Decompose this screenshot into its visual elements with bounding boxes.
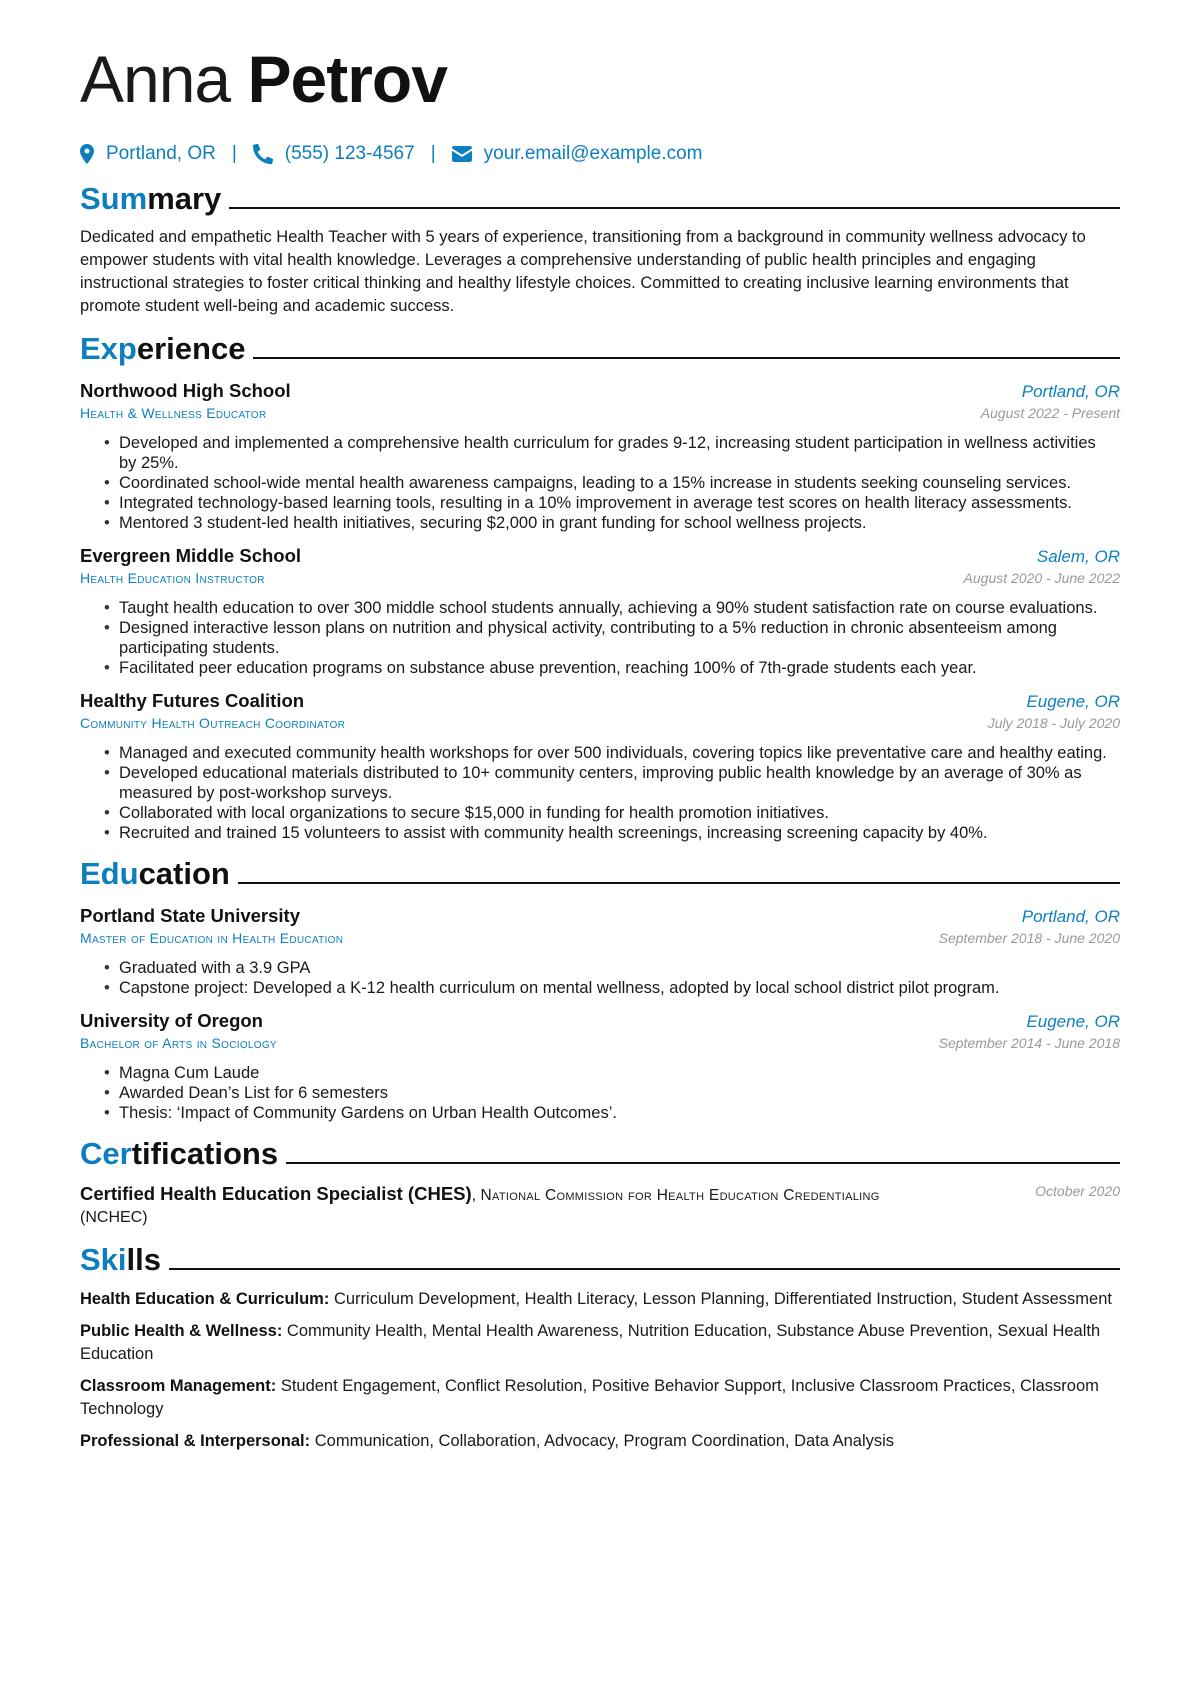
- bullet-list: [80, 958, 1120, 998]
- bullet-item: • Designed interactive lesson plans on nutrition and physical activity, contributing to a 5% reduction in chronic absenteeism among participating students.: [119, 618, 1120, 658]
- bullet-item: • Developed and implemented a comprehensive health curriculum for grades 9-12, increasing student participation in wellness activities by 25%.: [119, 433, 1120, 473]
- certification-issuer: National Commission for Health Education Credentialing: [480, 1187, 880, 1204]
- entry-location: Eugene, OR: [1026, 692, 1120, 711]
- section-rule: [238, 882, 1120, 884]
- bullet-item: • Integrated technology-based learning tools, resulting in a 10% improvement in average test scores on health literacy assessments.: [119, 493, 1120, 513]
- skill-items: Communication, Collaboration, Advocacy, Program Coordination, Data Analysis: [314, 1432, 895, 1450]
- skill-group: [80, 1430, 1120, 1453]
- section-title: [80, 180, 221, 218]
- summary-text: Dedicated and empathetic Health Teacher with 5 years of experience, transitioning from a background in community wellness advocacy to empower students with vital health knowledge. Leverages a comprehensive understanding of public health principles and engaging instructional strategies to foster critical thinking and healthy lifestyle choices. Committed to creating inclusive learning environments that promote student well-being and academic success.: [80, 228, 1086, 315]
- phone-text: (555) 123-4567: [284, 143, 415, 164]
- section-title: [80, 1241, 161, 1279]
- skills-heading: [80, 1237, 1120, 1279]
- envelope-icon: [452, 146, 472, 162]
- entry-location: Portland, OR: [1021, 382, 1120, 401]
- title-rest: tifications: [131, 1136, 279, 1171]
- experience-entry: [80, 545, 1120, 678]
- skill-label: Professional & Interpersonal:: [80, 1432, 311, 1450]
- entry-dates: August 2022 - Present: [980, 405, 1120, 421]
- job-title: Health & Wellness Educator: [80, 405, 267, 421]
- phone-icon: [253, 144, 273, 164]
- title-rest: erience: [136, 331, 246, 366]
- summary-heading: [80, 176, 1120, 218]
- entry-dates: August 2020 - June 2022: [963, 570, 1120, 586]
- bullet-item: • Recruited and trained 15 volunteers to assist with community health screenings, increasing screening capacity by 40%.: [119, 823, 1120, 843]
- location-text: Portland, OR: [106, 143, 216, 164]
- skill-items: Community Health, Mental Health Awareness, Nutrition Education, Substance Abuse Prevention, Sexual Health Education: [80, 1322, 1101, 1363]
- experience-entry: [80, 690, 1120, 843]
- certification-issuer-abbr: (NCHEC): [80, 1209, 148, 1226]
- separator: |: [231, 143, 237, 164]
- bullet-item: • Coordinated school-wide mental health awareness campaigns, leading to a 15% increase in students seeking counseling services.: [119, 473, 1120, 493]
- entry-location: Eugene, OR: [1026, 1012, 1120, 1031]
- title-accent: Sum: [80, 181, 148, 216]
- title-rest: lls: [126, 1242, 161, 1277]
- section-rule: [286, 1162, 1120, 1164]
- certification-entry: [80, 1183, 1120, 1229]
- skill-label: Public Health & Wellness:: [80, 1322, 283, 1340]
- bullet-item: • Mentored 3 student-led health initiatives, securing $2,000 in grant funding for school wellness projects.: [119, 513, 1120, 533]
- job-title: Community Health Outreach Coordinator: [80, 715, 346, 731]
- title-rest: mary: [147, 181, 222, 216]
- entry-location: Salem, OR: [1036, 547, 1120, 566]
- job-title: Health Education Instructor: [80, 570, 265, 586]
- bullet-list: [80, 433, 1120, 533]
- bullet-item: • Managed and executed community health workshops for over 500 individuals, covering topics like preventative care and healthy eating.: [119, 743, 1120, 763]
- bullet-list: [80, 1063, 1120, 1123]
- map-pin-icon: [80, 144, 94, 164]
- bullet-list: [80, 743, 1120, 843]
- bullet-item: • Developed educational materials distributed to 10+ community centers, improving public health knowledge by an average of 30% as measured by post-workshop surveys.: [119, 763, 1120, 803]
- entry-location: Portland, OR: [1021, 907, 1120, 926]
- experience-heading: [80, 326, 1120, 368]
- last-name: Petrov: [247, 42, 447, 116]
- skill-label: Health Education & Curriculum:: [80, 1290, 330, 1308]
- section-title: [80, 330, 245, 368]
- contact-phone[interactable]: [253, 143, 415, 165]
- section-rule: [253, 357, 1120, 359]
- certification-title: Certified Health Education Specialist (CHES): [80, 1183, 472, 1204]
- title-accent: Edu: [80, 856, 139, 891]
- bullet-item: • Collaborated with local organizations to secure $15,000 in funding for health promotion initiatives.: [119, 803, 1120, 823]
- title-accent: Ski: [80, 1242, 127, 1277]
- employer: Northwood High School: [80, 380, 291, 401]
- entry-dates: September 2018 - June 2020: [938, 930, 1120, 946]
- experience-entry: [80, 380, 1120, 533]
- certification-date: October 2020: [1035, 1183, 1120, 1199]
- title-accent: Exp: [80, 331, 137, 366]
- bullet-item: • Taught health education to over 300 middle school students annually, achieving a 90% student satisfaction rate on course evaluations.: [119, 598, 1120, 618]
- school: University of Oregon: [80, 1010, 263, 1031]
- skill-items: Curriculum Development, Health Literacy, Lesson Planning, Differentiated Instruction, Student Assessment: [333, 1290, 1112, 1308]
- skill-label: Classroom Management:: [80, 1377, 277, 1395]
- skill-items: Student Engagement, Conflict Resolution, Positive Behavior Support, Inclusive Classroom Practices, Classroom Technology: [80, 1377, 1099, 1418]
- education-entry: [80, 905, 1120, 998]
- school: Portland State University: [80, 905, 301, 926]
- contact-location: [80, 143, 216, 165]
- certification-text: [80, 1183, 900, 1229]
- first-name: Anna: [80, 42, 231, 116]
- certifications-heading: [80, 1131, 1120, 1173]
- title-accent: Cer: [80, 1136, 132, 1171]
- education-heading: [80, 851, 1120, 893]
- bullet-item: • Graduated with a 3.9 GPA: [119, 958, 1120, 978]
- skill-group: [80, 1288, 1120, 1311]
- bullet-item: • Awarded Dean’s List for 6 semesters: [119, 1083, 1120, 1103]
- section-rule: [229, 207, 1120, 209]
- section-title: [80, 855, 230, 893]
- bullet-item: • Thesis: ‘Impact of Community Gardens on Urban Health Outcomes’.: [119, 1103, 1120, 1123]
- certification-comma: ,: [471, 1187, 481, 1204]
- contact-bar: [80, 140, 1120, 168]
- title-rest: cation: [138, 856, 230, 891]
- bullet-list: [80, 598, 1120, 678]
- employer: Healthy Futures Coalition: [80, 690, 305, 711]
- contact-email[interactable]: [452, 143, 703, 165]
- degree: Bachelor of Arts in Sociology: [80, 1035, 277, 1051]
- degree: Master of Education in Health Education: [80, 930, 344, 946]
- email-text: your.email@example.com: [483, 143, 703, 164]
- section-rule: [169, 1268, 1120, 1270]
- entry-dates: September 2014 - June 2018: [938, 1035, 1120, 1051]
- skill-group: [80, 1375, 1120, 1421]
- skill-group: [80, 1320, 1120, 1366]
- bullet-item: • Capstone project: Developed a K-12 health curriculum on mental wellness, adopted by local school district pilot program.: [119, 978, 1120, 998]
- bullet-item: • Magna Cum Laude: [119, 1063, 1120, 1083]
- separator: |: [430, 143, 436, 164]
- employer: Evergreen Middle School: [80, 545, 302, 566]
- education-entry: [80, 1010, 1120, 1123]
- bullet-item: • Facilitated peer education programs on substance abuse prevention, reaching 100% of 7th-grade students each year.: [119, 658, 1120, 678]
- section-title: [80, 1135, 278, 1173]
- entry-dates: July 2018 - July 2020: [987, 715, 1120, 731]
- candidate-name: [80, 40, 1120, 118]
